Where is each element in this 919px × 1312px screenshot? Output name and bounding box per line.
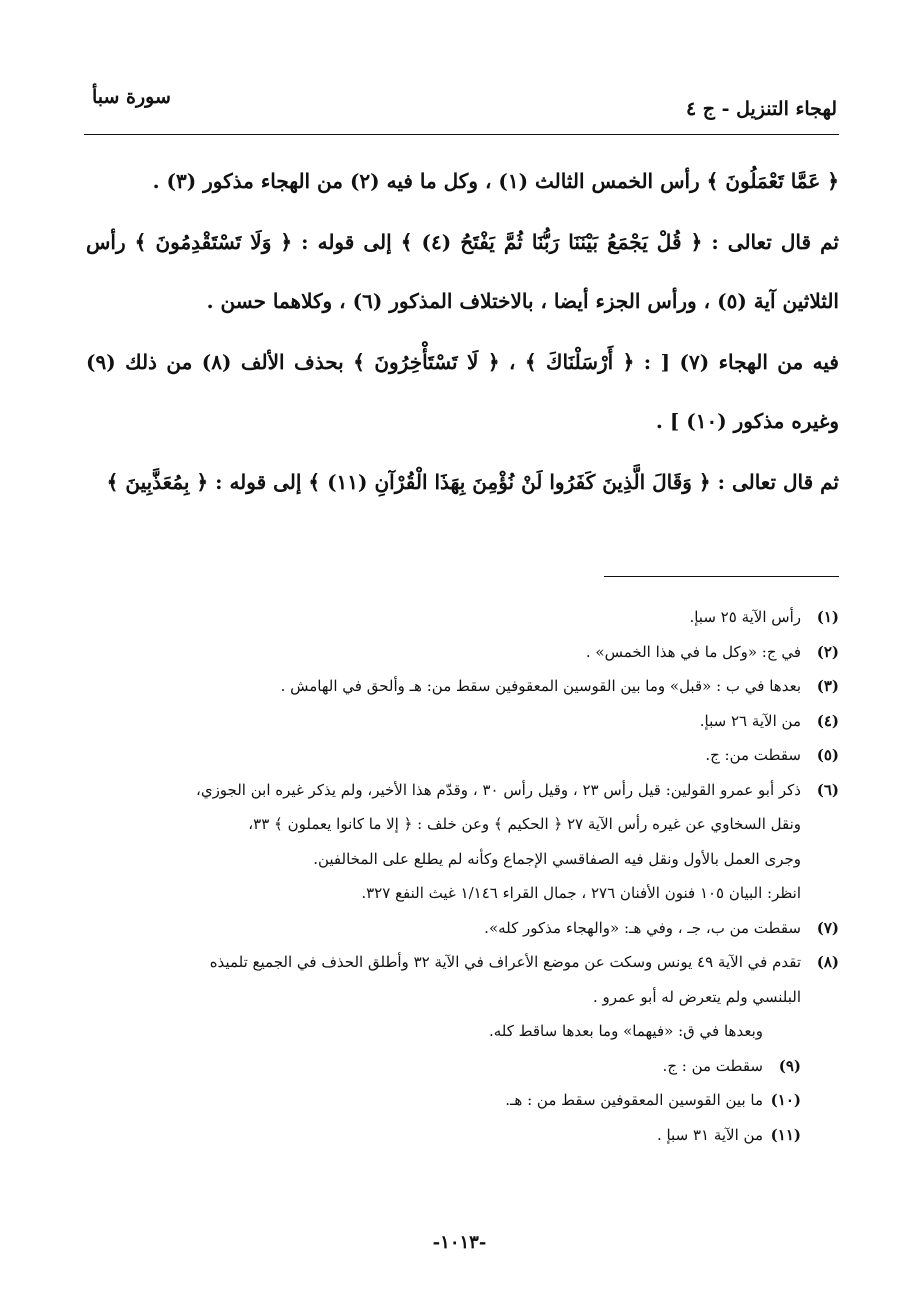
footnote-line: بعدها في ب : «قبل» وما بين القوسين المعقوفين سقط من: هـ وألحق في الهامش . — [280, 677, 801, 695]
footnote — [80, 704, 839, 739]
footnote-line: وجرى العمل بالأول ونقل فيه الصفاقسي الإجماع وكأنه لم يطلع على المخالفين. — [313, 849, 801, 868]
footnote-line: البلنسي ولم يتعرض له أبو عمرو . — [592, 987, 801, 1006]
footnote-number: (١) — [816, 608, 839, 626]
paragraph: فيه من الهجاء (٧) [ : ﴿ أَرْسَلْنَاكَ ﴾ ، ﴿ لَا تَسْتَأْخِرُونَ ﴾ بحذف الألف (٨) من ذلك (٩) وغيره مذكور (١٠) ] . — [86, 350, 839, 433]
footnote-rule — [604, 576, 839, 577]
footnote-number: (١٠) — [770, 1091, 801, 1109]
footnote-number: (٧) — [816, 918, 839, 937]
footnote — [80, 945, 839, 1014]
running-header-surah: سورة سبأ — [92, 86, 171, 108]
footnote-line: رأس الآية ٢٥ سبإ. — [689, 608, 801, 626]
footnote-line: وبعدها في ق: «فيهما» وما بعدها ساقط كله. — [488, 1022, 763, 1040]
footnote-number — [763, 1014, 801, 1049]
footnote-line: سقطت من ب، جـ ، وفي هـ: «والهجاء مذكور كله». — [484, 918, 801, 937]
footnote-number: (٣) — [816, 677, 839, 695]
footnote — [80, 1049, 839, 1084]
footnote — [80, 773, 839, 911]
footnote-line: ما بين القوسين المعقوفين سقط من : هـ. — [505, 1091, 763, 1109]
footnote-line: من الآية ٢٦ سبإ. — [699, 711, 801, 730]
footnote-number: (٨) — [816, 953, 839, 971]
page-number: -١٠١٣- — [432, 1232, 487, 1253]
footnote — [80, 1118, 839, 1153]
footnote-line: تقدم في الآية ٤٩ يونس وسكت عن موضع الأعراف في الآية ٣٢ وأطلق الحذف في الجميع تلميذه — [209, 953, 801, 971]
footnote-number: (١١) — [770, 1125, 801, 1144]
footnote-line: انظر: البيان ١٠٥ فنون الأفنان ٢٧٦ ، جمال القراء ١/١٤٦ غيث النفع ٣٢٧. — [361, 884, 801, 902]
paragraph: ثم قال تعالى : ﴿ قُلْ يَجْمَعُ بَيْنَنَا رَبُّنَا ثُمَّ يَفْتَحُ (٤) ﴾ إلى قوله : ﴿ وَلَا تَسْتَقْدِمُونَ ﴾ رأس الثلاثين آية (٥) ، ورأس الجزء أيضا ، بالاختلاف المذكور (٦) ، وكلاهما حسن . — [86, 230, 840, 313]
main-text — [86, 152, 839, 514]
footnote-continuation — [80, 1014, 839, 1049]
header-rule — [84, 134, 839, 135]
footnotes — [80, 600, 839, 1152]
footnote-line: من الآية ٣١ سبإ . — [656, 1125, 763, 1144]
footnote-number: (٦) — [816, 780, 839, 799]
footnote-line: ذكر أبو عمرو القولين: قيل رأس ٢٣ ، وقيل رأس ٣٠ ، وقدّم هذا الأخير، ولم يذكر غيره ابن الجوزي، — [195, 780, 801, 799]
footnote — [80, 669, 839, 704]
footnote-line: سقطت من : ج. — [662, 1056, 763, 1075]
footnote-number: (٩) — [778, 1056, 801, 1075]
footnote — [80, 635, 839, 670]
footnote-number: (٤) — [816, 711, 839, 730]
running-header-book-title: لهجاء التنزيل - ج ٤ — [685, 98, 837, 120]
footnote — [80, 1083, 839, 1118]
footnote — [80, 738, 839, 773]
footnote-line: ونقل السخاوي عن غيره رأس الآية ٢٧ ﴿ الحكيم ﴾ وعن خلف : ﴿ إلا ما كانوا يعملون ﴾ ٣٣، — [248, 815, 801, 833]
paragraph: ثم قال تعالى : ﴿ وَقَالَ الَّذِينَ كَفَرُوا لَنْ نُؤْمِنَ بِهَذَا الْقُرْآنِ (١١) ﴾ إلى قوله : ﴿ بِمُعَذَّبِينَ ﴾ — [106, 470, 839, 494]
footnote-number: (٢) — [816, 642, 839, 661]
footnote-number: (٥) — [816, 746, 839, 764]
footnote — [80, 911, 839, 946]
footnote-line: سقطت من: ج. — [705, 746, 801, 764]
footnote-line: في ج: «وكل ما في هذا الخمس» . — [585, 642, 801, 661]
paragraph: ﴿ عَمَّا تَعْمَلُونَ ﴾ رأس الخمس الثالث (١) ، وكل ما فيه (٢) من الهجاء مذكور (٣) . — [152, 169, 839, 193]
footnote — [80, 600, 839, 635]
